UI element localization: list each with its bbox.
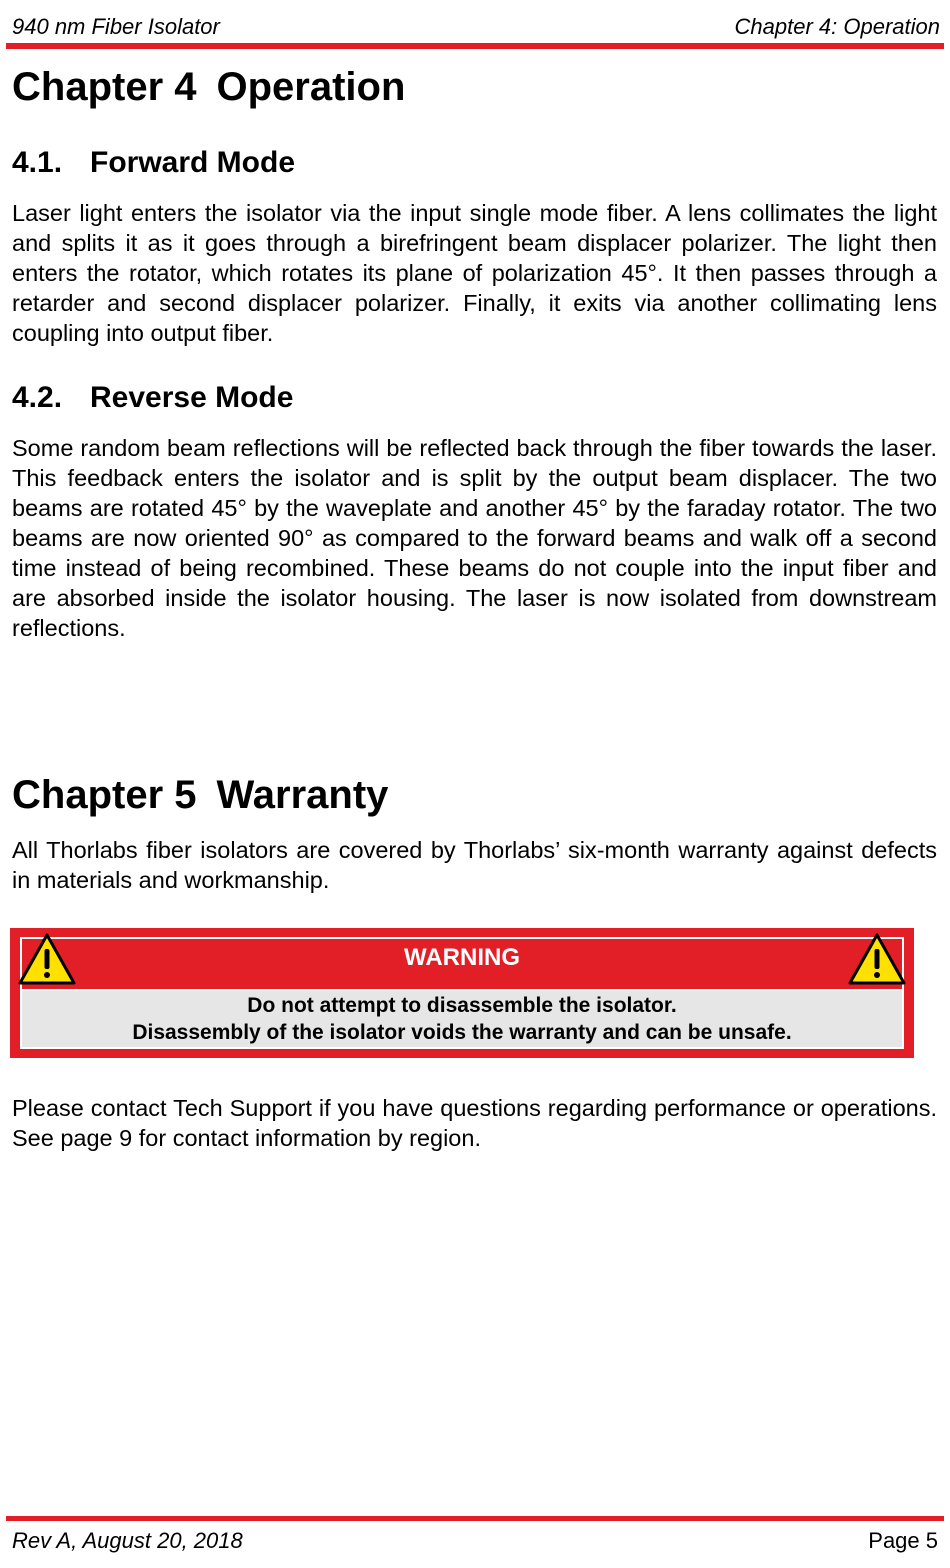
- forward-mode-paragraph: Laser light enters the isolator via the input single mode fiber. A lens collimates the light and splits it as it goes through a birefringent beam displacer polarizer. The light then enters the rotator, which rotates its plane of polarization 45°. It then passes through a retarder and second displacer polarizer. Finally, it exits via another collimating lens coupling into output fiber.: [12, 200, 937, 346]
- footer-divider: [6, 1516, 944, 1521]
- section-4-2-heading: [12, 380, 937, 416]
- warning-message: [22, 989, 902, 1047]
- footer-revision: Rev A, August 20, 2018: [12, 1528, 243, 1553]
- page-number: Page 5: [868, 1528, 938, 1553]
- chapter-title: Operation: [216, 65, 406, 109]
- section-4-2-text: [12, 433, 937, 643]
- section-4-1-heading: [12, 145, 937, 181]
- section-title: Forward Mode: [90, 146, 296, 179]
- warning-triangle-icon: [18, 933, 76, 985]
- warning-line-2: Disassembly of the isolator voids the warranty and can be unsafe.: [132, 1021, 792, 1044]
- section-number: 4.1.: [12, 146, 63, 179]
- warning-box: [10, 928, 914, 1058]
- section-4-1-text: [12, 198, 937, 348]
- chapter-title: Warranty: [216, 773, 389, 817]
- warranty-intro: [12, 835, 937, 895]
- warranty-paragraph: All Thorlabs fiber isolators are covered by Thorlabs’ six-month warranty against defects in materials and workmanship.: [12, 837, 937, 893]
- warning-frame: [20, 937, 904, 1049]
- section-title: Reverse Mode: [90, 381, 294, 414]
- contact-info: [12, 1093, 937, 1153]
- header-divider: [6, 43, 944, 49]
- header-document-title: 940 nm Fiber Isolator: [12, 14, 220, 39]
- warning-line-1: Do not attempt to disassemble the isolator.: [247, 994, 677, 1017]
- chapter-number: Chapter 4: [12, 65, 197, 109]
- chapter-number: Chapter 5: [12, 773, 197, 817]
- header-chapter-title: Chapter 4: Operation: [734, 14, 940, 39]
- warning-triangle-icon: [848, 933, 906, 985]
- page-header: [12, 14, 940, 40]
- section-number: 4.2.: [12, 381, 63, 414]
- contact-paragraph: Please contact Tech Support if you have questions regarding performance or operations. See page 9 for contact information by region.: [12, 1095, 937, 1151]
- reverse-mode-paragraph: Some random beam reflections will be reflected back through the fiber towards the laser. This feedback enters the isolator and is split by the output beam displacer. The two beams are rotated 45° by the waveplate and another 45° by the faraday rotator. The two beams are now oriented 90° as compared to the forward beams and walk off a second time instead of being recombined. These beams do not couple into the input fiber and are absorbed inside the isolator housing. The laser is now isolated from downstream reflections.: [12, 435, 937, 641]
- warning-title: WARNING: [404, 944, 520, 971]
- chapter-5-heading: [12, 772, 937, 818]
- chapter-4-heading: [12, 64, 937, 110]
